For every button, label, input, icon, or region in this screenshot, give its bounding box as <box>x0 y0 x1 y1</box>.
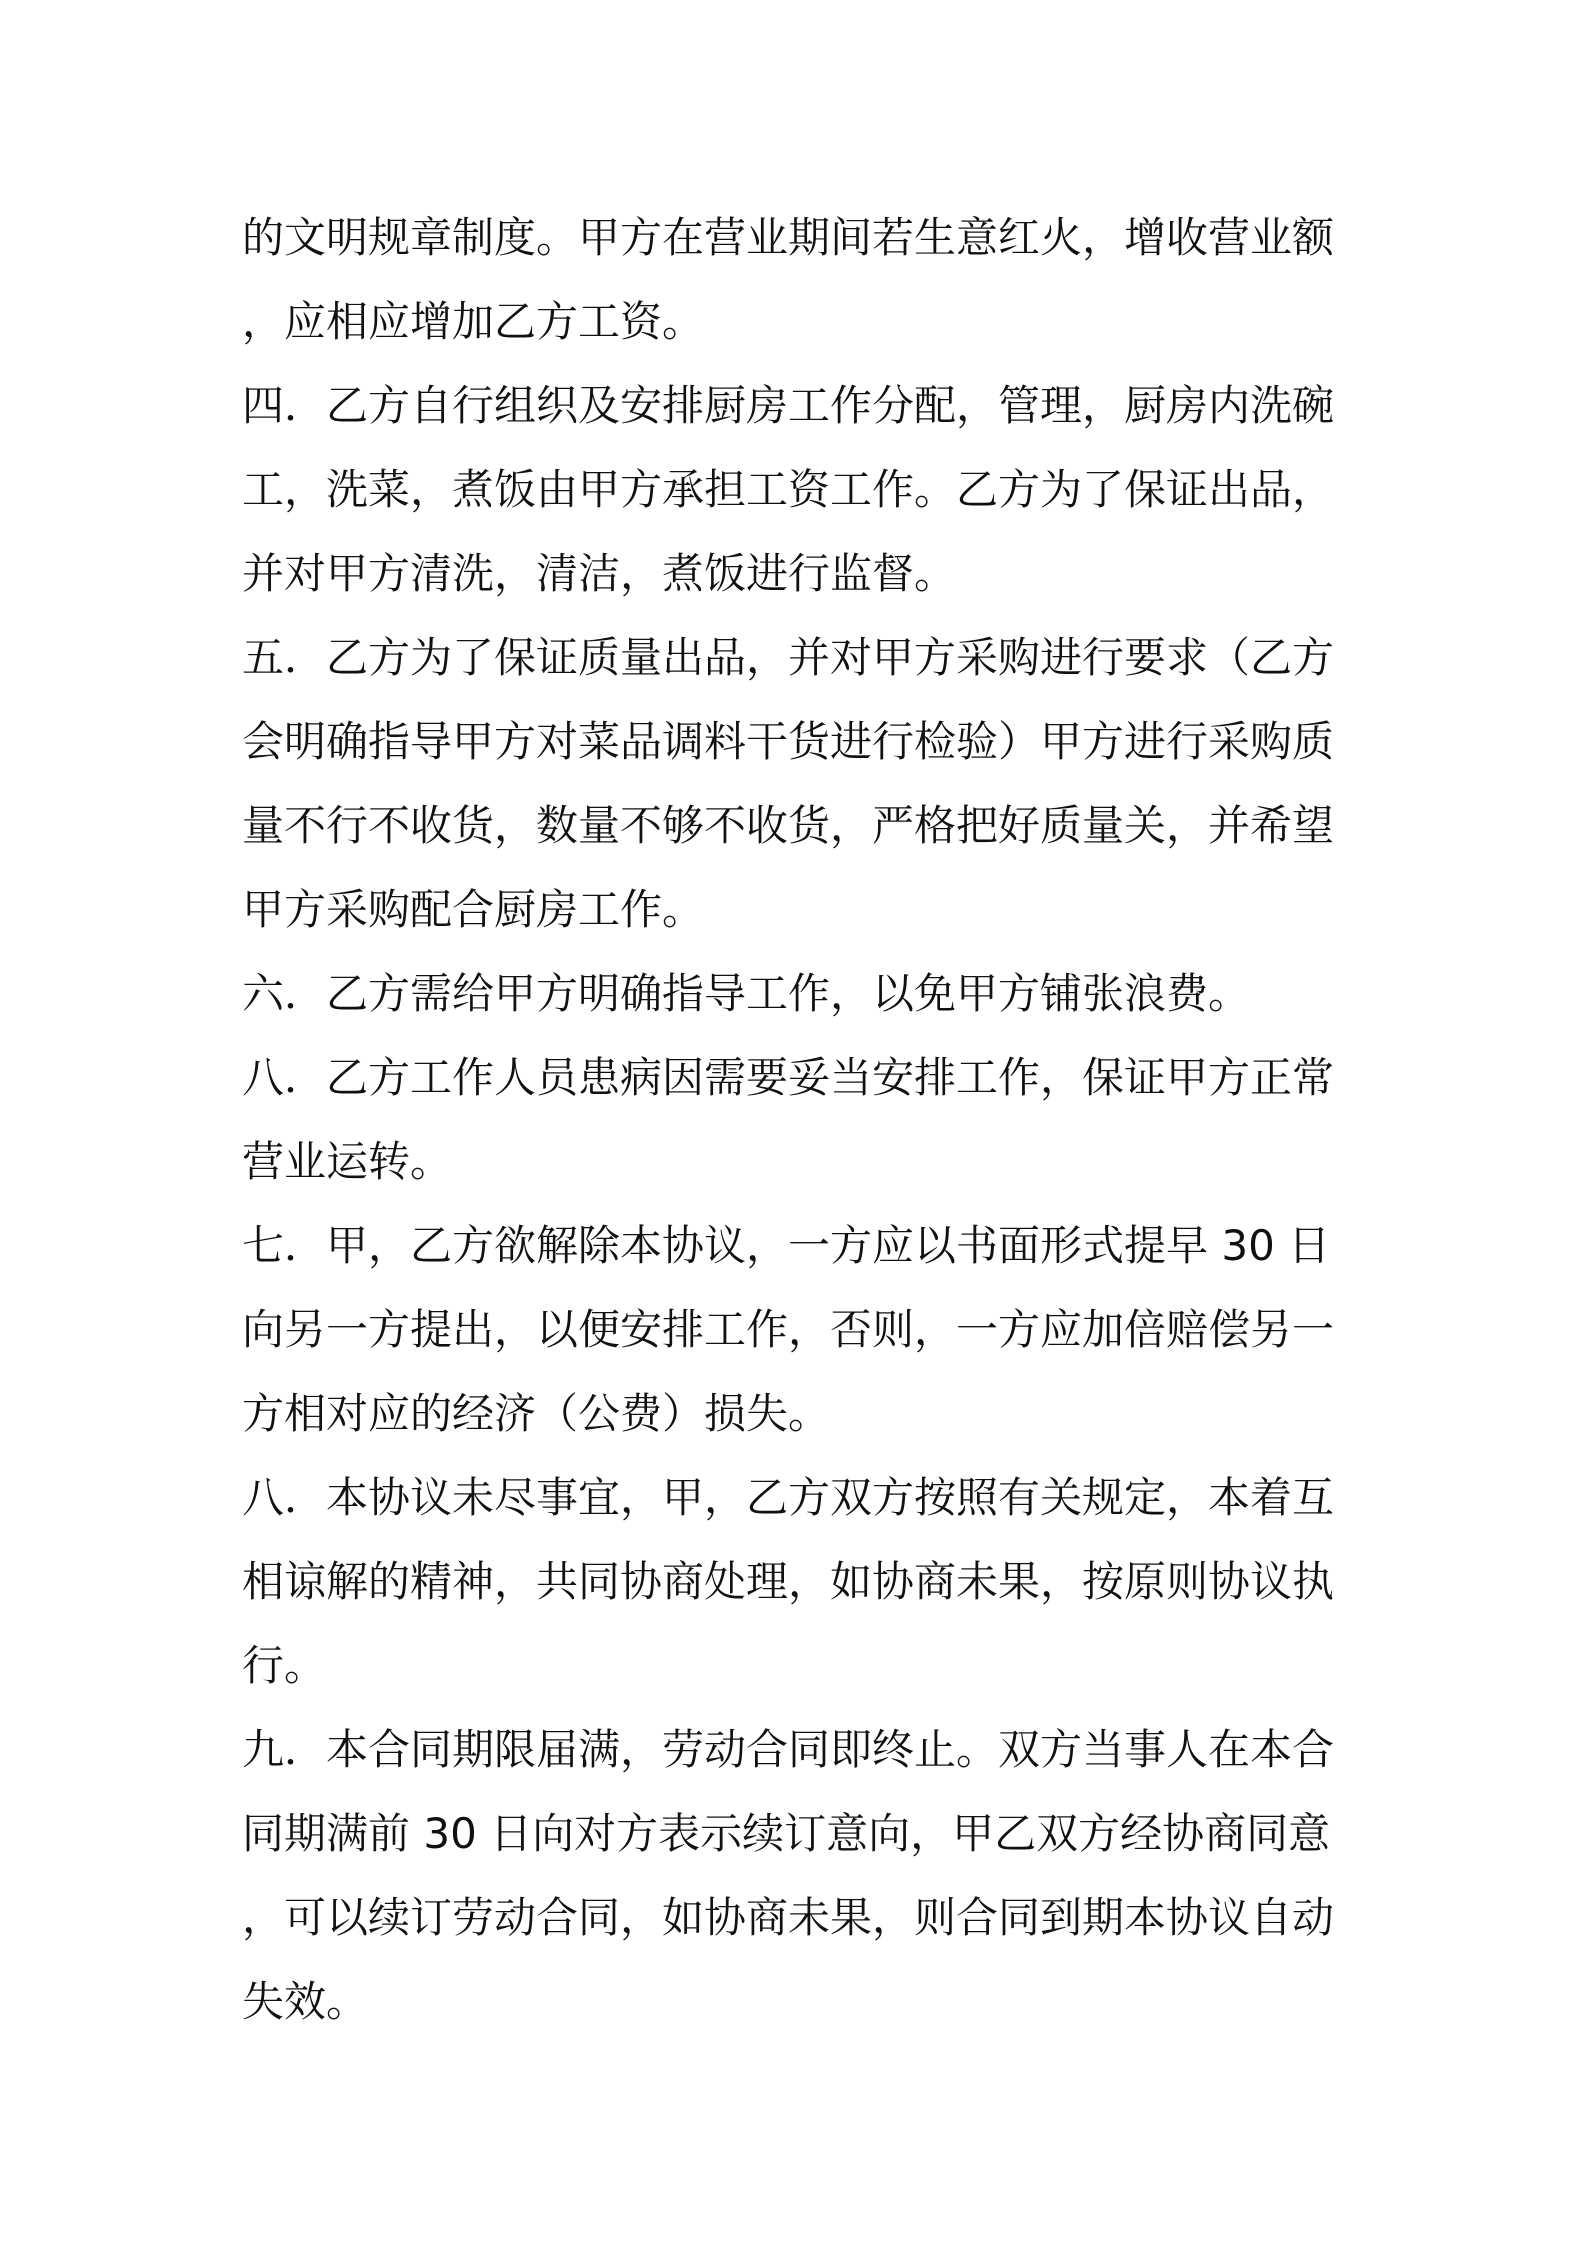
text-line: 并对甲方清洗，清洁，煮饭进行监督。 <box>242 549 957 598</box>
text-line: 五．乙方为了保证质量出品，并对甲方采购进行要求（乙方 <box>242 633 1335 682</box>
text-line: 甲方采购配合厨房工作。 <box>242 885 705 934</box>
text-line: 的文明规章制度。甲方在营业期间若生意红火，增收营业额 <box>242 213 1335 262</box>
text-line: 量不行不收货，数量不够不收货，严格把好质量关，并希望 <box>242 801 1335 850</box>
contract-text-body <box>242 196 1362 2044</box>
text-line: 行。 <box>242 1641 327 1690</box>
text-line: 八．乙方工作人员患病因需要妥当安排工作，保证甲方正常 <box>242 1053 1335 1102</box>
text-line: 工，洗菜，煮饭由甲方承担工资工作。乙方为了保证出品， <box>242 465 1335 514</box>
text-line: 八．本协议未尽事宜，甲，乙方双方按照有关规定，本着互 <box>242 1473 1335 1522</box>
text-line: 营业运转。 <box>242 1137 453 1186</box>
text-line: 会明确指导甲方对菜品调料干货进行检验）甲方进行采购质 <box>242 717 1335 766</box>
text-line: 七．甲，乙方欲解除本协议，一方应以书面形式提早 30 日 <box>242 1221 1331 1270</box>
text-line: 同期满前 30 日向对方表示续订意向，甲乙双方经协商同意 <box>242 1809 1331 1858</box>
text-line: 方相对应的经济（公费）损失。 <box>242 1389 831 1438</box>
text-line: ，应相应增加乙方工资。 <box>242 297 705 346</box>
text-line: 失效。 <box>242 1977 369 2026</box>
text-line: ，可以续订劳动合同，如协商未果，则合同到期本协议自动 <box>242 1893 1335 1942</box>
text-line: 四．乙方自行组织及安排厨房工作分配，管理，厨房内洗碗 <box>242 381 1335 430</box>
text-line: 向另一方提出，以便安排工作，否则，一方应加倍赔偿另一 <box>242 1305 1335 1354</box>
text-line: 九．本合同期限届满，劳动合同即终止。双方当事人在本合 <box>242 1725 1335 1774</box>
text-line: 六．乙方需给甲方明确指导工作，以免甲方铺张浪费。 <box>242 969 1251 1018</box>
text-line: 相谅解的精神，共同协商处理，如协商未果，按原则协议执 <box>242 1557 1335 1606</box>
